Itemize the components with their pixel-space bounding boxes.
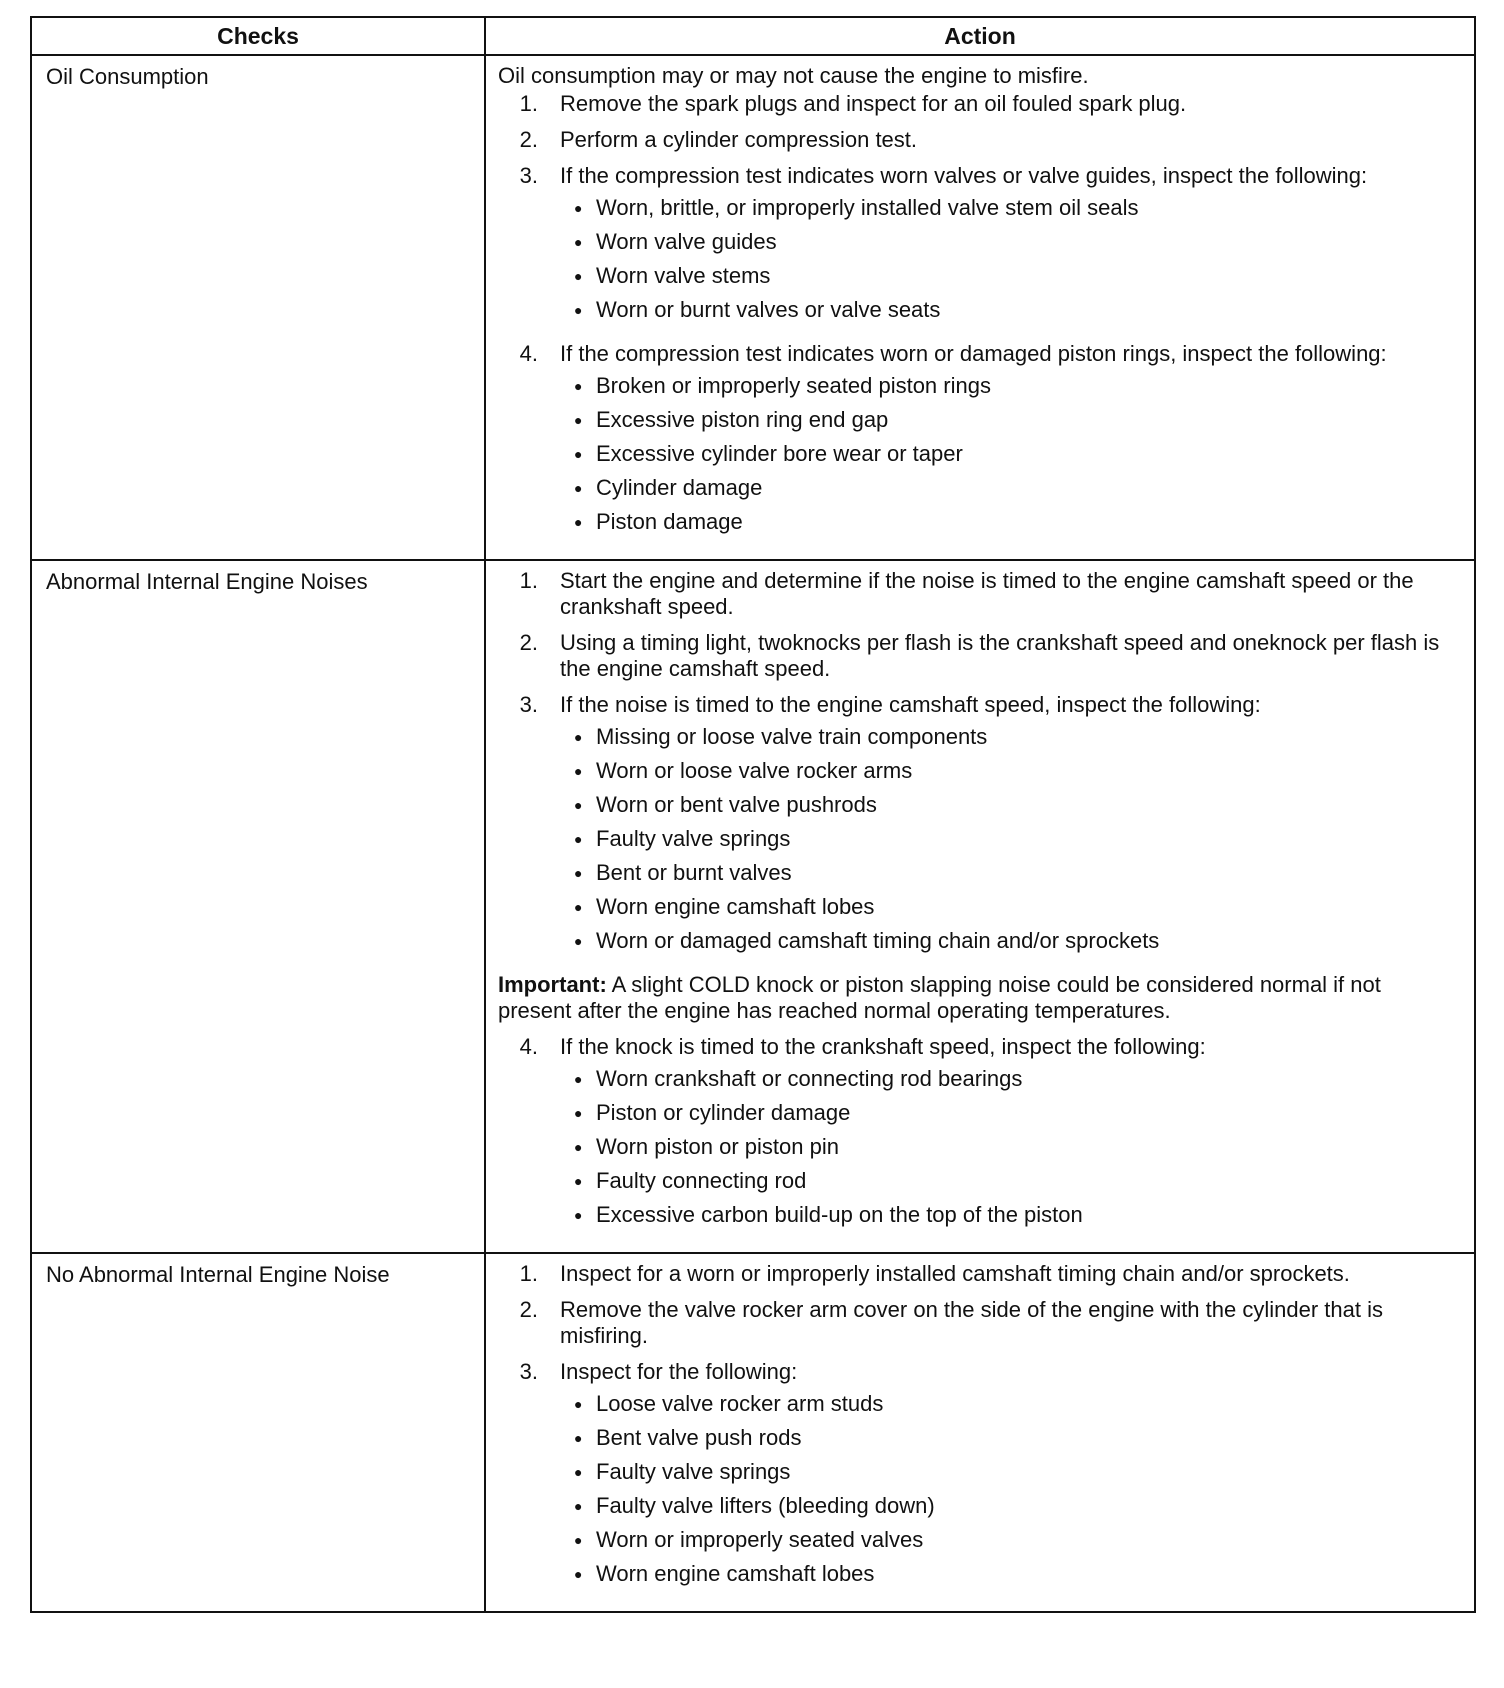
checks-table: [30, 16, 1476, 1613]
step-body: [552, 1297, 1454, 1349]
bullet-text: Faulty connecting rod: [596, 1168, 807, 1193]
step-body: [552, 163, 1454, 331]
action-step: [498, 568, 1454, 620]
bullet-text: Faulty valve springs: [596, 1459, 791, 1484]
bullet-text: Broken or improperly seated piston rings: [596, 373, 991, 398]
header-checks: Checks: [32, 18, 486, 54]
action-step: [498, 1034, 1454, 1236]
step-number: 4.: [519, 341, 538, 366]
table-body: [32, 56, 1474, 1611]
step-text: Using a timing light, twoknocks per flash is the crankshaft speed and oneknock per flash is the engine camshaft speed.: [560, 630, 1440, 681]
step-number: 4.: [519, 1034, 538, 1059]
step-text: Remove the valve rocker arm cover on the side of the engine with the cylinder that is misfiring.: [560, 1297, 1383, 1348]
bullet-icon: ●: [574, 378, 583, 394]
bullet-text: Worn valve stems: [596, 263, 771, 288]
step-number: 2.: [519, 127, 538, 152]
list-item: [560, 195, 1454, 221]
step-text: Perform a cylinder compression test.: [560, 127, 918, 152]
bullet-text: Worn crankshaft or connecting rod bearings: [596, 1066, 1023, 1091]
list-item: [560, 1493, 1454, 1519]
bullet-icon: ●: [574, 831, 583, 847]
step-number: 1.: [519, 91, 538, 116]
check-cell: Abnormal Internal Engine Noises: [32, 561, 486, 1252]
list-item: [560, 792, 1454, 818]
step-text: If the compression test indicates worn or damaged piston rings, inspect the following:: [560, 341, 1387, 366]
step-text: Inspect for the following:: [560, 1359, 798, 1384]
bullet-list: [560, 724, 1454, 954]
bullet-icon: ●: [574, 302, 583, 318]
bullet-text: Faulty valve springs: [596, 826, 791, 851]
bullet-icon: ●: [574, 1139, 583, 1155]
list-item: [560, 229, 1454, 255]
list-item: [560, 407, 1454, 433]
bullet-icon: ●: [574, 1105, 583, 1121]
bullet-text: Bent valve push rods: [596, 1425, 802, 1450]
bullet-text: Worn, brittle, or improperly installed valve stem oil seals: [596, 195, 1139, 220]
list-item: [560, 894, 1454, 920]
bullet-list: [560, 373, 1454, 535]
step-number: 2.: [519, 1297, 538, 1322]
bullet-text: Excessive piston ring end gap: [596, 407, 889, 432]
list-item: [560, 1527, 1454, 1553]
bullet-icon: ●: [574, 1071, 583, 1087]
action-step: [498, 1359, 1454, 1595]
bullet-text: Loose valve rocker arm studs: [596, 1391, 884, 1416]
step-body: [552, 91, 1454, 117]
list-item: [560, 724, 1454, 750]
check-cell: Oil Consumption: [32, 56, 486, 559]
check-cell: No Abnormal Internal Engine Noise: [32, 1254, 486, 1611]
bullet-icon: ●: [574, 1464, 583, 1480]
header-action: Action: [944, 23, 1016, 49]
bullet-list: [560, 195, 1454, 323]
step-body: [552, 341, 1454, 543]
bullet-text: Piston or cylinder damage: [596, 1100, 851, 1125]
step-text: If the compression test indicates worn valves or valve guides, inspect the following:: [560, 163, 1368, 188]
step-text: Inspect for a worn or improperly installed camshaft timing chain and/or sprockets.: [560, 1261, 1350, 1286]
bullet-text: Missing or loose valve train components: [596, 724, 988, 749]
step-text: If the knock is timed to the crankshaft speed, inspect the following:: [560, 1034, 1206, 1059]
bullet-text: Piston damage: [596, 509, 743, 534]
table-row: [32, 1252, 1474, 1611]
list-item: [560, 1134, 1454, 1160]
list-item: [560, 860, 1454, 886]
important-text: A slight COLD knock or piston slapping noise could be considered normal if not present after the engine has reached normal operating temperatures.: [498, 972, 1381, 1023]
list-item: [560, 441, 1454, 467]
table-header-row: [32, 18, 1474, 56]
step-text: Remove the spark plugs and inspect for an oil fouled spark plug.: [560, 91, 1187, 116]
bullet-text: Cylinder damage: [596, 475, 763, 500]
list-item: [560, 373, 1454, 399]
action-step: [498, 692, 1454, 962]
bullet-text: Excessive cylinder bore wear or taper: [596, 441, 963, 466]
step-text: If the noise is timed to the engine camshaft speed, inspect the following:: [560, 692, 1261, 717]
step-body: [552, 127, 1454, 153]
bullet-icon: ●: [574, 1532, 583, 1548]
list-item: [560, 1202, 1454, 1228]
bullet-icon: ●: [574, 899, 583, 915]
step-number: 3.: [519, 1359, 538, 1384]
bullet-icon: ●: [574, 1173, 583, 1189]
list-item: [560, 475, 1454, 501]
bullet-icon: ●: [574, 412, 583, 428]
list-item: [560, 928, 1454, 954]
action-step: [498, 91, 1454, 117]
list-item: [560, 1425, 1454, 1451]
bullet-icon: ●: [574, 933, 583, 949]
bullet-list: [560, 1391, 1454, 1587]
action-cell: [486, 56, 1474, 559]
bullet-icon: ●: [574, 797, 583, 813]
bullet-icon: ●: [574, 514, 583, 530]
list-item: [560, 509, 1454, 535]
bullet-icon: ●: [574, 1498, 583, 1514]
action-step: [498, 341, 1454, 543]
bullet-text: Bent or burnt valves: [596, 860, 792, 885]
action-step: [498, 1297, 1454, 1349]
step-number: 1.: [519, 1261, 538, 1286]
important-note: [498, 972, 1454, 1024]
bullet-icon: ●: [574, 1207, 583, 1223]
step-body: [552, 1359, 1454, 1595]
list-item: [560, 1066, 1454, 1092]
list-item: [560, 297, 1454, 323]
step-body: [552, 630, 1454, 682]
list-item: [560, 1100, 1454, 1126]
bullet-text: Worn or burnt valves or valve seats: [596, 297, 941, 322]
bullet-text: Worn or loose valve rocker arms: [596, 758, 913, 783]
bullet-icon: ●: [574, 1566, 583, 1582]
bullet-icon: ●: [574, 200, 583, 216]
bullet-icon: ●: [574, 480, 583, 496]
step-body: [552, 692, 1454, 962]
action-step: [498, 163, 1454, 331]
table-row: [32, 56, 1474, 559]
bullet-icon: ●: [574, 268, 583, 284]
bullet-icon: ●: [574, 446, 583, 462]
bullet-text: Worn engine camshaft lobes: [596, 1561, 875, 1586]
list-item: [560, 758, 1454, 784]
table-row: [32, 559, 1474, 1252]
step-body: [552, 1261, 1454, 1287]
bullet-icon: ●: [574, 729, 583, 745]
action-step: [498, 630, 1454, 682]
action-intro: Oil consumption may or may not cause the engine to misfire.: [498, 63, 1089, 88]
list-item: [560, 263, 1454, 289]
bullet-icon: ●: [574, 1430, 583, 1446]
bullet-text: Worn or bent valve pushrods: [596, 792, 877, 817]
step-text: Start the engine and determine if the noise is timed to the engine camshaft speed or the crankshaft speed.: [560, 568, 1414, 619]
bullet-text: Worn piston or piston pin: [596, 1134, 839, 1159]
step-body: [552, 1034, 1454, 1236]
bullet-text: Excessive carbon build-up on the top of the piston: [596, 1202, 1083, 1227]
bullet-icon: ●: [574, 234, 583, 250]
bullet-text: Worn engine camshaft lobes: [596, 894, 875, 919]
action-step: [498, 127, 1454, 153]
step-body: [552, 568, 1454, 620]
action-cell: [486, 1254, 1474, 1611]
step-number: 1.: [519, 568, 538, 593]
bullet-text: Worn valve guides: [596, 229, 777, 254]
step-number: 3.: [519, 692, 538, 717]
bullet-icon: ●: [574, 1396, 583, 1412]
step-number: 2.: [519, 630, 538, 655]
bullet-icon: ●: [574, 865, 583, 881]
list-item: [560, 1168, 1454, 1194]
step-number: 3.: [519, 163, 538, 188]
list-item: [560, 1561, 1454, 1587]
list-item: [560, 1459, 1454, 1485]
list-item: [560, 826, 1454, 852]
list-item: [560, 1391, 1454, 1417]
bullet-icon: ●: [574, 763, 583, 779]
action-step: [498, 1261, 1454, 1287]
bullet-text: Worn or improperly seated valves: [596, 1527, 924, 1552]
important-label: Important:: [498, 972, 607, 997]
bullet-text: Worn or damaged camshaft timing chain and/or sprockets: [596, 928, 1160, 953]
action-cell: [486, 561, 1474, 1252]
bullet-list: [560, 1066, 1454, 1228]
bullet-text: Faulty valve lifters (bleeding down): [596, 1493, 935, 1518]
